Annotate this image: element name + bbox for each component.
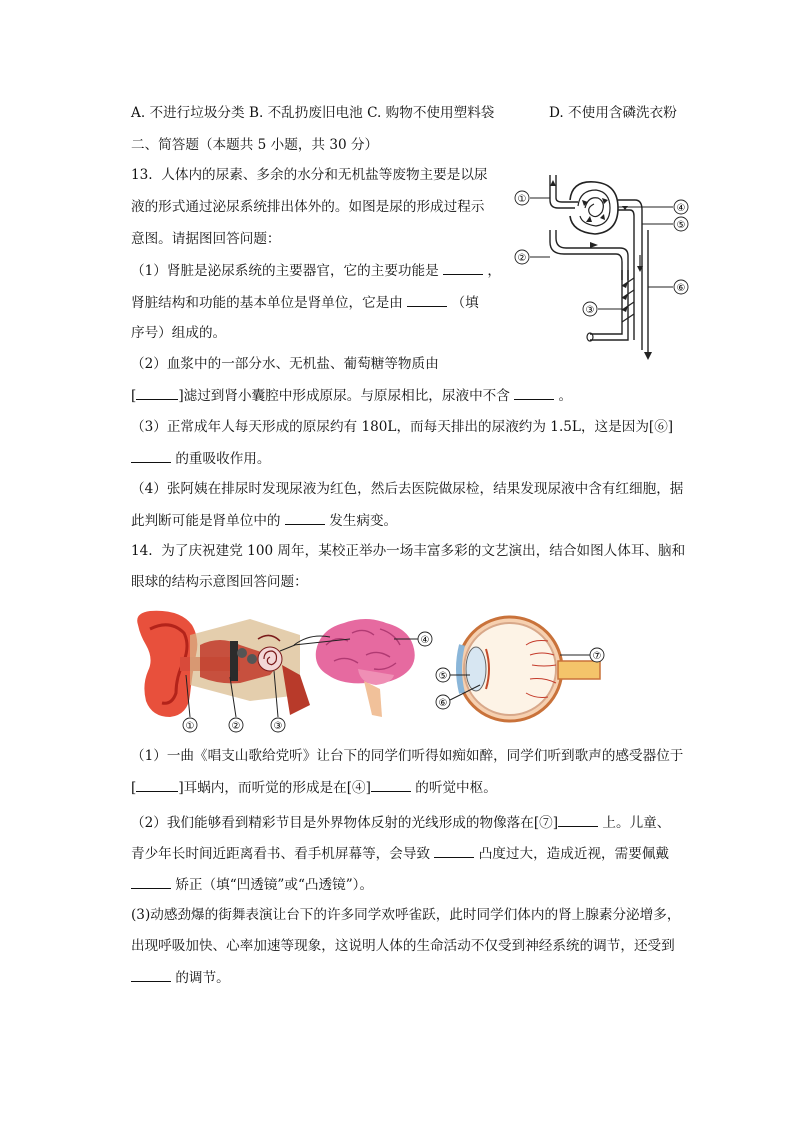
q14-part3-line1: (3)动感劲爆的街舞表演让台下的许多同学欢呼雀跃，此时同学们体内的肾上腺素分泌增多， (131, 907, 681, 923)
q13-stem-text-1: 人体内的尿素、多余的水分和无机盐等废物主要是以尿 (161, 167, 488, 183)
nephron-label-5: ⑤ (676, 220, 686, 231)
q13-p1b: 肾脏结构和功能的基本单位是肾单位，它是由 (131, 295, 403, 311)
nephron-label-3: ③ (585, 305, 595, 316)
q14-blank-cortex[interactable] (371, 777, 411, 792)
q14-p2c: 矫正（填“凹透镜”或“凸透镜”）。 (175, 877, 374, 893)
q13-blank-lesion[interactable] (285, 510, 325, 525)
q14-p2a-end: 上。儿童、 (602, 815, 671, 831)
q13-stem-2: 液的形式通过泌尿系统排出体外的。如图是尿的形成过程示 (131, 199, 485, 215)
ear-label-3: ③ (273, 721, 283, 732)
q13-part4-line2 (131, 510, 397, 531)
q13-p3b: 的重吸收作用。 (175, 451, 271, 467)
q13-blank-missing[interactable] (514, 385, 554, 400)
q14-blank-hormone[interactable] (131, 967, 171, 982)
section-title: 二、简答题（本题共 5 小题，共 30 分） (131, 137, 379, 153)
q13-part1-line3: 序号）组成的。 (131, 325, 227, 341)
q13-p4b-end: 发生病变。 (329, 513, 398, 529)
q13-stem-1 (131, 165, 488, 185)
q13-p2b-end: 。 (558, 388, 573, 404)
q14-blank-lens[interactable] (434, 843, 474, 858)
q14-stem-2: 眼球的结构示意图回答问题： (131, 574, 308, 590)
q13-part1-line1 (131, 260, 501, 281)
choice-line (131, 103, 494, 123)
q13-part3-line2 (131, 448, 270, 469)
q13-blank-function[interactable] (443, 260, 483, 275)
ear-label-1: ① (185, 721, 195, 732)
q14-part2-line3 (131, 874, 373, 895)
q14-p2a-start: （2）我们能够看到精彩节目是外界物体反射的光线形成的物像落在[⑦] (131, 815, 559, 831)
q14-p1b-end: 的听觉中枢。 (415, 780, 497, 796)
q14-blank-glasses[interactable] (131, 874, 171, 889)
nephron-diagram (510, 170, 700, 370)
eye-label-6: ⑥ (438, 698, 448, 709)
nephron-label-2: ② (517, 253, 527, 264)
q13-part4-line1: （4）张阿姨在排尿时发现尿液为红色，然后去医院做尿检，结果发现尿液中含有红细胞，据 (131, 481, 684, 497)
brain-label-4: ④ (420, 635, 430, 646)
q13-p1a: （1）肾脏是泌尿系统的主要器官，它的主要功能是 (131, 263, 439, 279)
choice-d: D. 不使用含磷洗衣粉 (549, 105, 677, 121)
nephron-label-1: ① (517, 194, 527, 205)
eye-label-7: ⑦ (592, 651, 602, 662)
choice-b: B. 不乱扔废旧电池 (248, 105, 363, 121)
q13-p4b-start: 此判断可能是肾单位中的 (131, 513, 281, 529)
q13-number: 13. (131, 167, 153, 183)
q14-p2b-end: 凸度过大，造成近视，需要佩戴 (478, 846, 670, 862)
q14-blank-retina[interactable] (558, 812, 598, 827)
choice-c: C. 购物不使用塑料袋 (367, 105, 495, 121)
q14-part1-line2 (131, 777, 497, 798)
q14-part1-line1: （1）一曲《唱支山歌给党听》让台下的同学们听得如痴如醉，同学们听到歌声的感受器位于 (131, 748, 684, 764)
eye-illustration (450, 617, 600, 721)
brain-illustration (294, 619, 418, 717)
eye-label-5: ⑤ (438, 671, 448, 682)
nephron-label-6: ⑥ (676, 283, 686, 294)
q14-part3-line3 (131, 967, 230, 988)
q13-p1b-end: （填 (451, 295, 479, 311)
choice-a: A. 不进行垃圾分类 (131, 105, 245, 121)
q14-p1b-mid: ]耳蜗内，而听觉的形成是在[④] (178, 780, 371, 796)
q13-p1a-end: ， (487, 263, 501, 279)
q13-p2b-mid: ]滤过到肾小囊腔中形成原尿。与原尿相比，尿液中不含 (178, 388, 510, 404)
q13-blank-filter[interactable] (136, 385, 178, 400)
q13-part2-line2 (131, 385, 572, 406)
q14-p3c: 的调节。 (175, 970, 230, 986)
q13-stem-3: 意图。请据图回答问题： (131, 231, 281, 247)
q14-p1b-start: [ (131, 780, 137, 796)
q13-part2-line1: （2）血浆中的一部分水、无机盐、葡萄糖等物质由 (131, 356, 439, 372)
q13-part1-line2 (131, 292, 479, 313)
q14-part2-line2 (131, 843, 669, 864)
q14-part3-line2: 出现呼吸加快、心率加速等现象，这说明人体的生命活动不仅受到神经系统的调节，还受到 (131, 938, 675, 954)
ear-label-2: ② (231, 721, 241, 732)
q13-blank-nephron[interactable] (407, 292, 447, 307)
q13-blank-tubule[interactable] (131, 448, 171, 463)
q13-part3-line1: （3）正常成年人每天形成的原尿约有 180L，而每天排出的尿液约为 1.5L，这是因为[⑥] (131, 419, 674, 435)
q14-p2b-start: 青少年长时间近距离看书、看手机屏幕等，会导致 (131, 846, 431, 862)
q14-blank-receptor[interactable] (136, 777, 178, 792)
q14-stem-1 (131, 541, 685, 561)
q14-stem-text-1: 为了庆祝建党 100 周年，某校正举办一场丰富多彩的文艺演出，结合如图人体耳、脑和 (161, 543, 686, 559)
q13-p2b-start: [ (131, 388, 137, 404)
ear-brain-eye-figure (130, 605, 620, 735)
nephron-label-4: ④ (676, 203, 686, 214)
q14-number: 14. (131, 543, 153, 559)
q14-part2-line1 (131, 812, 670, 833)
ear-illustration (137, 611, 310, 717)
